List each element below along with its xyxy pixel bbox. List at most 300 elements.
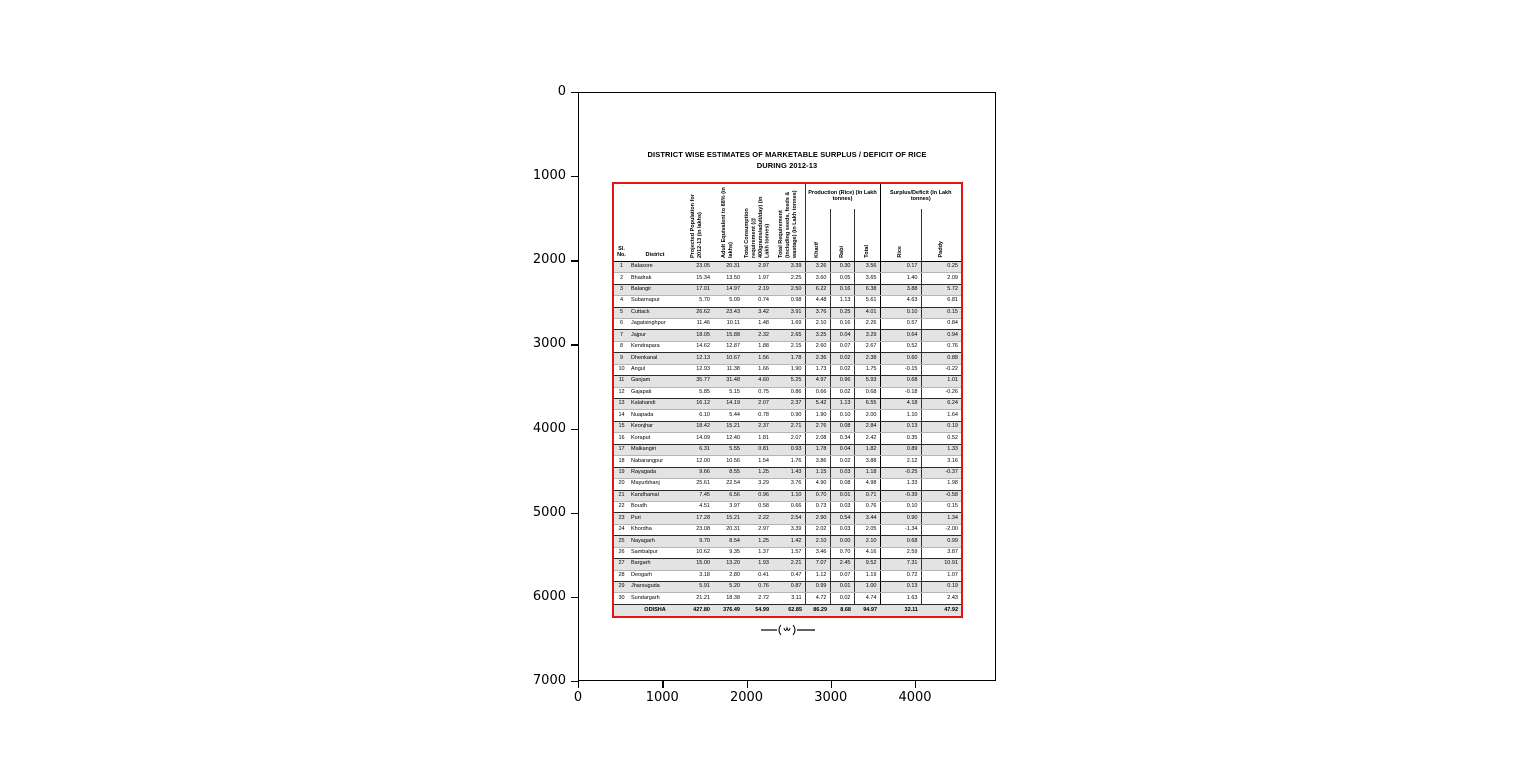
cell-requirement: 2.25 — [772, 273, 805, 284]
cell-rabi: 0.02 — [830, 387, 854, 398]
cell-kharif: 3.76 — [805, 307, 830, 318]
cell-kharif: 3.25 — [805, 330, 830, 341]
table-body — [613, 261, 962, 604]
y-tick-label: 7000 — [532, 673, 566, 688]
cell-rice: 0.90 — [880, 513, 921, 524]
cell-adult: 3.97 — [713, 501, 743, 512]
cell-rabi: 0.54 — [830, 513, 854, 524]
cell-rice: 2.59 — [880, 547, 921, 558]
cell-kharif: 1.73 — [805, 364, 830, 375]
cell-rice: -0.18 — [880, 387, 921, 398]
cell-district: Angul — [629, 364, 681, 375]
cell-rice: 4.18 — [880, 399, 921, 410]
cell-paddy: 3.87 — [921, 547, 962, 558]
col-header-sl-no: Sl. No. — [613, 183, 629, 261]
cell-paddy: 2.43 — [921, 593, 962, 604]
col-header-requirement: Total Requirement (including seeds, feeds & wastage) (in Lakh tonnes) — [772, 183, 805, 261]
cell-requirement: 1.57 — [772, 547, 805, 558]
cell-consumption: 0.96 — [743, 490, 772, 501]
total-cell-sl-no — [613, 604, 629, 617]
total-cell-paddy: 47.92 — [921, 604, 962, 617]
table-row — [613, 444, 962, 455]
table-row — [613, 261, 962, 272]
cell-rice: 0.57 — [880, 318, 921, 329]
cell-paddy: 0.52 — [921, 433, 962, 444]
cell-sl-no: 15 — [613, 421, 629, 432]
cell-population: 18.42 — [681, 421, 713, 432]
cell-consumption: 0.58 — [743, 501, 772, 512]
table-row — [613, 501, 962, 512]
cell-total: 1.18 — [854, 467, 880, 478]
cell-sl-no: 28 — [613, 570, 629, 581]
cell-kharif: 4.90 — [805, 479, 830, 490]
cell-paddy: 0.15 — [921, 501, 962, 512]
col-header-rice: Rice — [880, 209, 921, 261]
cell-paddy: 3.16 — [921, 456, 962, 467]
cell-kharif: 2.90 — [805, 513, 830, 524]
y-tick-label: 2000 — [532, 252, 566, 268]
cell-consumption: 0.76 — [743, 582, 772, 593]
cell-rice: 0.89 — [880, 444, 921, 455]
cell-adult: 31.48 — [713, 376, 743, 387]
cell-population: 14.62 — [681, 341, 713, 352]
cell-population: 26.62 — [681, 307, 713, 318]
y-tick-mark — [571, 344, 578, 345]
cell-population: 11.46 — [681, 318, 713, 329]
cell-population: 10.62 — [681, 547, 713, 558]
cell-kharif: 0.70 — [805, 490, 830, 501]
cell-rice: 0.17 — [880, 261, 921, 272]
table-row — [613, 410, 962, 421]
cell-district: Jagatsinghpur — [629, 318, 681, 329]
end-of-table-mark — [760, 622, 816, 638]
cell-consumption: 1.93 — [743, 559, 772, 570]
cell-sl-no: 16 — [613, 433, 629, 444]
cell-total: 1.82 — [854, 444, 880, 455]
y-tick-mark — [571, 260, 578, 261]
cell-total: 1.00 — [854, 582, 880, 593]
cell-kharif: 2.02 — [805, 524, 830, 535]
cell-total: 3.88 — [854, 456, 880, 467]
x-tick-mark — [915, 681, 916, 688]
cell-rabi: 0.08 — [830, 421, 854, 432]
cell-kharif: 1.78 — [805, 444, 830, 455]
cell-total: 9.52 — [854, 559, 880, 570]
cell-rice: 0.13 — [880, 421, 921, 432]
col-header-population: Projected Population for 2012-13 (in lakhs) — [681, 183, 713, 261]
cell-kharif: 1.12 — [805, 570, 830, 581]
cell-kharif: 5.42 — [805, 399, 830, 410]
cell-paddy: 0.15 — [921, 307, 962, 318]
cell-district: Boudh — [629, 501, 681, 512]
y-tick-label: 5000 — [532, 504, 566, 520]
document-title — [578, 150, 996, 172]
total-cell-total: 94.97 — [854, 604, 880, 617]
cell-rabi: 0.00 — [830, 536, 854, 547]
cell-population: 25.61 — [681, 479, 713, 490]
cell-sl-no: 19 — [613, 467, 629, 478]
cell-consumption: 1.54 — [743, 456, 772, 467]
cell-adult: 11.38 — [713, 364, 743, 375]
total-cell-kharif: 86.29 — [805, 604, 830, 617]
total-cell-rabi: 8.68 — [830, 604, 854, 617]
cell-district: Deogarh — [629, 570, 681, 581]
total-cell-adult: 376.49 — [713, 604, 743, 617]
cell-population: 7.45 — [681, 490, 713, 501]
cell-total: 2.00 — [854, 410, 880, 421]
cell-district: Kandhamal — [629, 490, 681, 501]
cell-requirement: 0.87 — [772, 582, 805, 593]
cell-consumption: 0.78 — [743, 410, 772, 421]
cell-consumption: 2.32 — [743, 330, 772, 341]
table-row — [613, 456, 962, 467]
cell-kharif: 7.07 — [805, 559, 830, 570]
cell-consumption: 1.37 — [743, 547, 772, 558]
cell-district: Nayagarh — [629, 536, 681, 547]
cell-rabi: 0.96 — [830, 376, 854, 387]
cell-kharif: 4.97 — [805, 376, 830, 387]
cell-rabi: 0.02 — [830, 593, 854, 604]
table-row — [613, 593, 962, 604]
total-cell-rice: 32.11 — [880, 604, 921, 617]
cell-district: Dhenkanal — [629, 353, 681, 364]
y-tick-mark — [571, 429, 578, 430]
cell-requirement: 1.76 — [772, 456, 805, 467]
cell-requirement: 0.98 — [772, 296, 805, 307]
cell-total: 6.38 — [854, 284, 880, 295]
table-row — [613, 399, 962, 410]
cell-sl-no: 13 — [613, 399, 629, 410]
cell-rice: 0.10 — [880, 501, 921, 512]
cell-population: 12.93 — [681, 364, 713, 375]
cell-district: Bhadrak — [629, 273, 681, 284]
cell-paddy: 0.88 — [921, 353, 962, 364]
cell-consumption: 1.56 — [743, 353, 772, 364]
surplus-deficit-table — [612, 182, 963, 618]
cell-paddy: 6.24 — [921, 399, 962, 410]
cell-rabi: 0.16 — [830, 318, 854, 329]
x-tick-label: 2000 — [729, 690, 764, 705]
cell-adult: 12.87 — [713, 341, 743, 352]
cell-population: 23.08 — [681, 524, 713, 535]
table-row — [613, 582, 962, 593]
table-row — [613, 376, 962, 387]
cell-population: 5.91 — [681, 582, 713, 593]
cell-adult: 12.40 — [713, 433, 743, 444]
cell-sl-no: 10 — [613, 364, 629, 375]
cell-adult: 23.43 — [713, 307, 743, 318]
cell-paddy: 1.64 — [921, 410, 962, 421]
cell-paddy: 1.98 — [921, 479, 962, 490]
cell-sl-no: 26 — [613, 547, 629, 558]
cell-total: 2.84 — [854, 421, 880, 432]
cell-rice: 3.88 — [880, 284, 921, 295]
cell-sl-no: 23 — [613, 513, 629, 524]
cell-adult: 5.55 — [713, 444, 743, 455]
cell-total: 4.16 — [854, 547, 880, 558]
cell-requirement: 2.15 — [772, 341, 805, 352]
x-tick-label: 3000 — [814, 690, 848, 705]
cell-adult: 2.80 — [713, 570, 743, 581]
cell-population: 35.77 — [681, 376, 713, 387]
cell-district: Sundargarh — [629, 593, 681, 604]
cell-rabi: 0.30 — [830, 261, 854, 272]
cell-sl-no: 12 — [613, 387, 629, 398]
cell-rabi: 0.03 — [830, 501, 854, 512]
cell-rabi: 0.02 — [830, 364, 854, 375]
cell-kharif: 3.60 — [805, 273, 830, 284]
x-tick-label: 4000 — [898, 690, 932, 705]
cell-district: Kalahandi — [629, 399, 681, 410]
group-header-surplus-deficit: Surplus/Deficit (In Lakh tonnes) — [880, 183, 962, 209]
cell-paddy: 1.07 — [921, 570, 962, 581]
cell-adult: 18.38 — [713, 593, 743, 604]
col-header-rabi: Rabi — [830, 209, 854, 261]
cell-total: 5.61 — [854, 296, 880, 307]
table-row — [613, 353, 962, 364]
cell-rice: 7.31 — [880, 559, 921, 570]
table-row — [613, 536, 962, 547]
y-tick-mark — [571, 597, 578, 598]
cell-rabi: 0.03 — [830, 467, 854, 478]
table-row — [613, 421, 962, 432]
cell-district: Ganjam — [629, 376, 681, 387]
cell-sl-no: 1 — [613, 261, 629, 272]
cell-paddy: 0.19 — [921, 421, 962, 432]
x-tick-mark — [662, 681, 663, 688]
cell-population: 21.21 — [681, 593, 713, 604]
cell-kharif: 2.08 — [805, 433, 830, 444]
cell-district: Gajapati — [629, 387, 681, 398]
table-row — [613, 570, 962, 581]
cell-total: 2.10 — [854, 536, 880, 547]
cell-adult: 20.31 — [713, 524, 743, 535]
cell-kharif: 3.86 — [805, 456, 830, 467]
y-tick-label: 6000 — [532, 588, 566, 604]
cell-consumption: 0.75 — [743, 387, 772, 398]
cell-district: Nabarangpur — [629, 456, 681, 467]
cell-population: 17.01 — [681, 284, 713, 295]
cell-population: 6.10 — [681, 410, 713, 421]
cell-total: 4.74 — [854, 593, 880, 604]
cell-rabi: 0.16 — [830, 284, 854, 295]
cell-population: 23.05 — [681, 261, 713, 272]
cell-adult: 10.56 — [713, 456, 743, 467]
cell-rice: 0.72 — [880, 570, 921, 581]
cell-rice: -1.34 — [880, 524, 921, 535]
cell-kharif: 3.46 — [805, 547, 830, 558]
cell-rabi: 0.01 — [830, 582, 854, 593]
cell-district: Subarnapur — [629, 296, 681, 307]
cell-population: 14.09 — [681, 433, 713, 444]
cell-rabi: 0.01 — [830, 490, 854, 501]
col-header-kharif: Kharif — [805, 209, 830, 261]
cell-total: 2.26 — [854, 318, 880, 329]
cell-total: 3.44 — [854, 513, 880, 524]
cell-district: Puri — [629, 513, 681, 524]
cell-sl-no: 29 — [613, 582, 629, 593]
cell-rice: 0.13 — [880, 582, 921, 593]
cell-total: 4.01 — [854, 307, 880, 318]
cell-population: 9.70 — [681, 536, 713, 547]
document-title-line2: DURING 2012-13 — [756, 160, 818, 170]
cell-kharif: 2.76 — [805, 421, 830, 432]
cell-adult: 8.55 — [713, 467, 743, 478]
cell-sl-no: 14 — [613, 410, 629, 421]
y-tick-mark — [571, 681, 578, 682]
cell-adult: 14.97 — [713, 284, 743, 295]
cell-requirement: 1.78 — [772, 353, 805, 364]
cell-paddy: 1.34 — [921, 513, 962, 524]
cell-adult: 10.67 — [713, 353, 743, 364]
table-row — [613, 467, 962, 478]
cell-consumption: 2.72 — [743, 593, 772, 604]
cell-paddy: 0.76 — [921, 341, 962, 352]
cell-requirement: 2.07 — [772, 433, 805, 444]
cell-kharif: 2.10 — [805, 318, 830, 329]
cell-rice: 1.33 — [880, 479, 921, 490]
cell-rabi: 0.05 — [830, 273, 854, 284]
total-cell-population: 427.80 — [681, 604, 713, 617]
total-cell-consumption: 54.99 — [743, 604, 772, 617]
cell-sl-no: 11 — [613, 376, 629, 387]
cell-consumption: 0.41 — [743, 570, 772, 581]
total-cell-district: ODISHA — [629, 604, 681, 617]
cell-consumption: 1.81 — [743, 433, 772, 444]
cell-total: 6.55 — [854, 399, 880, 410]
cell-total: 2.38 — [854, 353, 880, 364]
col-header-consumption: Total Consumption requirement (@ 400grams/adult/day) (in Lakh tonnes) — [743, 183, 772, 261]
cell-sl-no: 17 — [613, 444, 629, 455]
table-row — [613, 330, 962, 341]
table-row — [613, 479, 962, 490]
cell-consumption: 3.42 — [743, 307, 772, 318]
cell-paddy: -0.22 — [921, 364, 962, 375]
table-row — [613, 364, 962, 375]
cell-rabi: 0.02 — [830, 353, 854, 364]
col-header-paddy: Paddy — [921, 209, 962, 261]
cell-adult: 9.35 — [713, 547, 743, 558]
cell-district: Balasore — [629, 261, 681, 272]
cell-rice: 0.60 — [880, 353, 921, 364]
cell-district: Keonjhar — [629, 421, 681, 432]
cell-paddy: 0.84 — [921, 318, 962, 329]
cell-sl-no: 30 — [613, 593, 629, 604]
cell-district: Cuttack — [629, 307, 681, 318]
cell-kharif: 0.73 — [805, 501, 830, 512]
cell-rice: 0.10 — [880, 307, 921, 318]
x-tick-label: 1000 — [645, 690, 679, 705]
cell-adult: 5.09 — [713, 296, 743, 307]
cell-rabi: 0.10 — [830, 410, 854, 421]
cell-requirement: 3.39 — [772, 261, 805, 272]
cell-requirement: 1.10 — [772, 490, 805, 501]
cell-paddy: 1.01 — [921, 376, 962, 387]
cell-kharif: 2.36 — [805, 353, 830, 364]
cell-adult: 8.54 — [713, 536, 743, 547]
cell-requirement: 5.25 — [772, 376, 805, 387]
cell-consumption: 1.48 — [743, 318, 772, 329]
cell-rice: -0.15 — [880, 364, 921, 375]
cell-district: Koraput — [629, 433, 681, 444]
cell-total: 3.56 — [854, 261, 880, 272]
cell-requirement: 0.90 — [772, 410, 805, 421]
cell-paddy: 10.91 — [921, 559, 962, 570]
cell-sl-no: 22 — [613, 501, 629, 512]
cell-consumption: 1.97 — [743, 273, 772, 284]
cell-rabi: 0.34 — [830, 433, 854, 444]
table-row — [613, 513, 962, 524]
cell-rabi: 0.25 — [830, 307, 854, 318]
cell-district: Bargarh — [629, 559, 681, 570]
cell-district: Nuapada — [629, 410, 681, 421]
cell-adult: 5.15 — [713, 387, 743, 398]
cell-district: Jharsuguda — [629, 582, 681, 593]
cell-requirement: 2.37 — [772, 399, 805, 410]
cell-consumption: 1.88 — [743, 341, 772, 352]
cell-sl-no: 2 — [613, 273, 629, 284]
cell-total: 5.93 — [854, 376, 880, 387]
cell-adult: 15.21 — [713, 513, 743, 524]
cell-paddy: 1.33 — [921, 444, 962, 455]
table-row — [613, 433, 962, 444]
cell-consumption: 1.25 — [743, 536, 772, 547]
total-cell-requirement: 62.85 — [772, 604, 805, 617]
y-tick-mark — [571, 176, 578, 177]
cell-consumption: 1.66 — [743, 364, 772, 375]
cell-rice: 0.64 — [880, 330, 921, 341]
group-header-production: Production (Rice) (In Lakh tonnes) — [805, 183, 880, 209]
cell-rice: -0.25 — [880, 467, 921, 478]
col-header-total: Total — [854, 209, 880, 261]
cell-district: Khordha — [629, 524, 681, 535]
col-header-district: District — [629, 183, 681, 261]
cell-requirement: 0.86 — [772, 387, 805, 398]
cell-requirement: 2.54 — [772, 513, 805, 524]
document-title-line1: DISTRICT WISE ESTIMATES OF MARKETABLE SURPLUS / DEFICIT OF RICE — [647, 150, 927, 159]
cell-paddy: -0.58 — [921, 490, 962, 501]
cell-rabi: 0.07 — [830, 341, 854, 352]
cell-sl-no: 21 — [613, 490, 629, 501]
cell-kharif: 4.48 — [805, 296, 830, 307]
table-row — [613, 341, 962, 352]
cell-kharif: 4.72 — [805, 593, 830, 604]
cell-kharif: 0.99 — [805, 582, 830, 593]
cell-sl-no: 7 — [613, 330, 629, 341]
cell-paddy: -2.00 — [921, 524, 962, 535]
cell-requirement: 1.69 — [772, 318, 805, 329]
table-row — [613, 284, 962, 295]
table-row — [613, 524, 962, 535]
cell-population: 3.18 — [681, 570, 713, 581]
table-row — [613, 547, 962, 558]
cell-rabi: 1.13 — [830, 399, 854, 410]
cell-requirement: 2.50 — [772, 284, 805, 295]
cell-rice: 1.63 — [880, 593, 921, 604]
cell-consumption: 2.97 — [743, 524, 772, 535]
cell-rice: 2.12 — [880, 456, 921, 467]
cell-sl-no: 6 — [613, 318, 629, 329]
y-tick-label: 4000 — [532, 420, 566, 436]
cell-kharif: 2.60 — [805, 341, 830, 352]
cell-adult: 22.54 — [713, 479, 743, 490]
cell-adult: 13.50 — [713, 273, 743, 284]
cell-rabi: 0.70 — [830, 547, 854, 558]
col-header-adult-equivalent: Adult Equivalent to 88% (in lakhs) — [713, 183, 743, 261]
cell-sl-no: 27 — [613, 559, 629, 570]
cell-total: 2.05 — [854, 524, 880, 535]
cell-population: 12.13 — [681, 353, 713, 364]
